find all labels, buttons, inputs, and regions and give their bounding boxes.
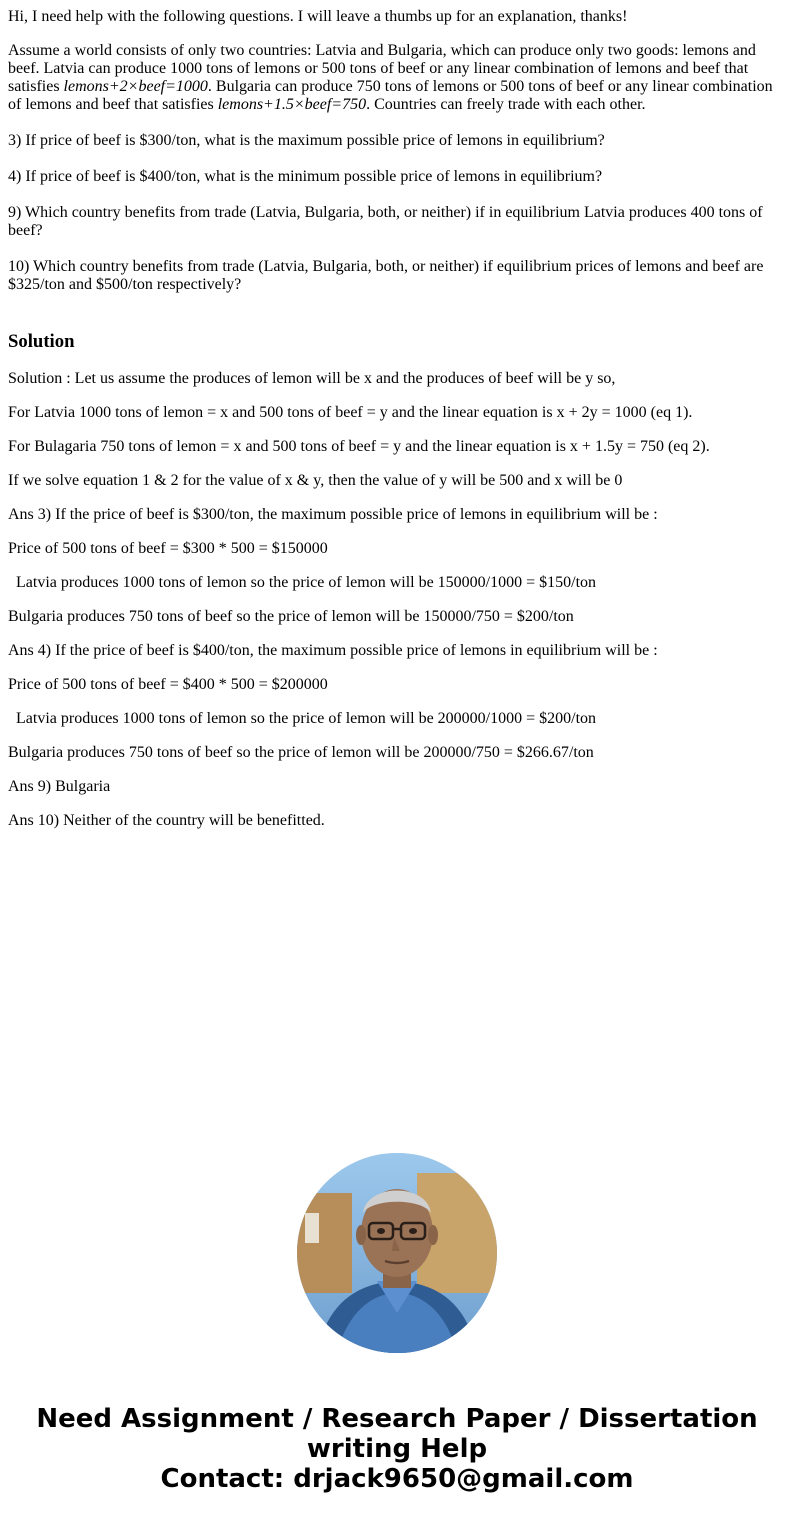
author-portrait-image: [297, 1153, 497, 1353]
solution-line: If we solve equation 1 & 2 for the value of x & y, then the value of y will be 500 and x will be 0: [8, 472, 623, 489]
solution-body: [8, 370, 786, 846]
intro-text-3: . Countries can freely trade with each other.: [366, 96, 646, 113]
solution-line: Latvia produces 1000 tons of lemon so the price of lemon will be 150000/1000 = $150/ton: [16, 574, 597, 591]
solution-line: Price of 500 tons of beef = $400 * 500 = $200000: [8, 676, 328, 693]
footer-line: Need Assignment / Research Paper / Dissertation: [36, 1404, 758, 1434]
footer-line: writing Help: [306, 1434, 488, 1464]
question-item: 3) If price of beef is $300/ton, what is the maximum possible price of lemons in equilibrium?: [8, 132, 605, 149]
solution-line: For Latvia 1000 tons of lemon = x and 500 tons of beef = y and the linear equation is x + 2y = 1000 (eq 1).: [8, 404, 693, 421]
intro-text-2: . Bulgaria can produce 750 tons of lemons or 500 tons of beef or any linear combination of lemons and beef that satisfies: [8, 78, 773, 113]
contact-footer: [0, 1404, 794, 1494]
greeting-text: Hi, I need help with the following questions. I will leave a thumbs up for an explanation, thanks!: [8, 8, 628, 25]
solution-line: Price of 500 tons of beef = $300 * 500 = $150000: [8, 540, 328, 557]
question-section: [8, 0, 786, 294]
question-item: 10) Which country benefits from trade (Latvia, Bulgaria, both, or neither) if equilibrium prices of lemons and beef are $325/ton and $500/ton respectively?: [8, 258, 764, 293]
latvia-equation: lemons+2×beef=1000: [63, 78, 208, 95]
solution-heading: Solution: [8, 331, 75, 352]
solution-line: Bulgaria produces 750 tons of beef so the price of lemon will be 200000/750 = $266.67/ton: [8, 744, 594, 761]
footer-contact-line: Contact: drjack9650@gmail.com: [160, 1464, 634, 1494]
solution-line: Ans 9) Bulgaria: [8, 778, 111, 795]
author-photo: [297, 1153, 497, 1353]
solution-line: Ans 3) If the price of beef is $300/ton, the maximum possible price of lemons in equilibrium will be :: [8, 506, 658, 523]
solution-line: Bulgaria produces 750 tons of beef so the price of lemon will be 150000/750 = $200/ton: [8, 608, 574, 625]
bulgaria-equation: lemons+1.5×beef=750: [217, 96, 367, 113]
question-item: 4) If price of beef is $400/ton, what is the minimum possible price of lemons in equilibrium?: [8, 168, 603, 185]
question-item: 9) Which country benefits from trade (Latvia, Bulgaria, both, or neither) if in equilibrium Latvia produces 400 tons of beef?: [8, 204, 763, 239]
solution-line: Ans 10) Neither of the country will be benefitted.: [8, 812, 325, 829]
solution-line: Solution : Let us assume the produces of lemon will be x and the produces of beef will be y so,: [8, 370, 616, 387]
solution-line: Latvia produces 1000 tons of lemon so the price of lemon will be 200000/1000 = $200/ton: [16, 710, 597, 727]
intro-text-1: Assume a world consists of only two countries: Latvia and Bulgaria, which can produce only two goods: lemons and beef. Latvia can produce 1000 tons of lemons or 500 tons of beef or any linear combination of lemons and beef that satisfies: [8, 42, 756, 95]
intro-paragraph: [8, 42, 786, 114]
solution-line: Ans 4) If the price of beef is $400/ton, the maximum possible price of lemons in equilibrium will be :: [8, 642, 658, 659]
solution-line: For Bulagaria 750 tons of lemon = x and 500 tons of beef = y and the linear equation is x + 1.5y = 750 (eq 2).: [8, 438, 710, 455]
question-list: [8, 132, 786, 294]
